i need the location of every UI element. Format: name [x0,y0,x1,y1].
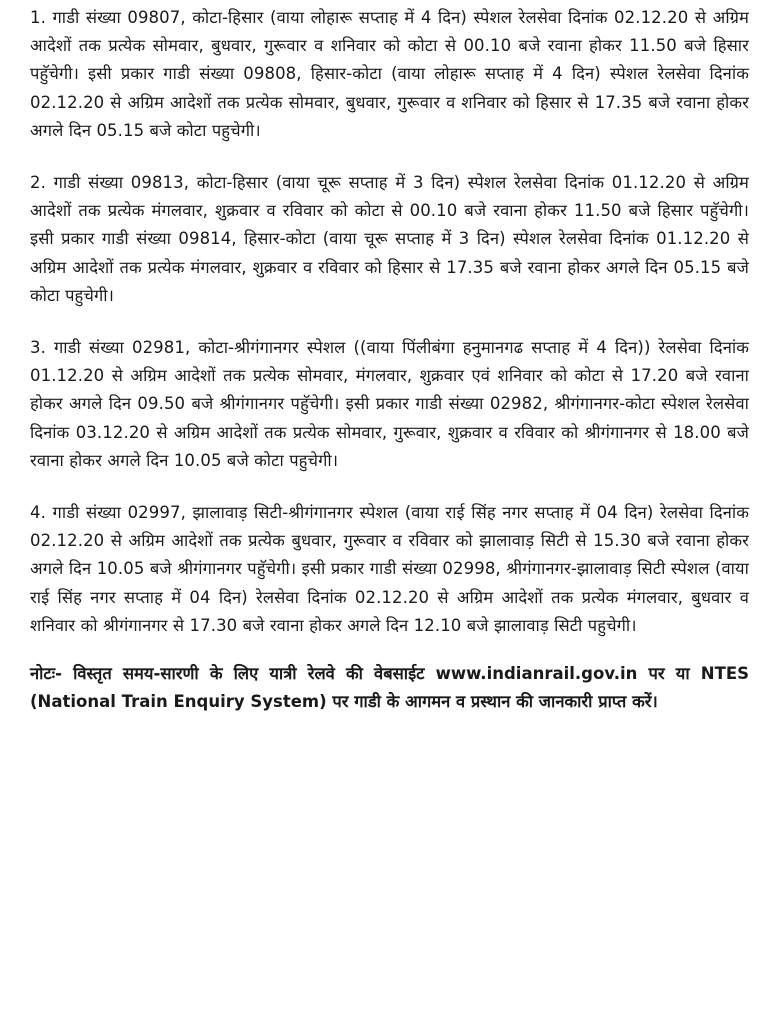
note-paragraph: नोटः- विस्तृत समय-सारणी के लिए यात्री रेलवे की वेबसाईट www.indianrail.gov.in पर या NTES (National Train Enquiry System) पर गाडी के आगमन व प्रस्थान की जानकारी प्राप्त करें। [30,664,749,712]
train-09813-09814-paragraph: 2. गाडी संख्या 09813, कोटा-हिसार (वाया चूरू सप्ताह में 3 दिन) स्पेशल रेलसेवा दिनांक 01.12.20 से अग्रिम आदेशों तक प्रत्येक मंगलवार, शुक्रवार व रविवार को कोटा से 00.10 बजे रवाना होकर 11.50 बजे हिसार पहुॅचेगी। इसी प्रकार गाडी संख्या 09814, हिसार-कोटा (वाया चूरू सप्ताह में 3 दिन) स्पेशल रेलसेवा दिनांक 01.12.20 से अग्रिम आदेशों तक प्रत्येक मंगलवार, शुक्रवार व रविवार को हिसार से 17.35 बजे रवाना होकर अगले दिन 05.15 बजे कोटा पहुचेगी। [30,173,749,305]
train-02997-02998-paragraph: 4. गाडी संख्या 02997, झालावाड़ सिटी-श्रीगंगानगर स्पेशल (वाया राई सिंह नगर सप्ताह में 04 दिन) रेलसेवा दिनांक 02.12.20 से अग्रिम आदेशों तक प्रत्येक बुधवार, गुरूवार व रविवार को झालावाड़ सिटी से 15.30 बजे रवाना होकर अगले दिन 10.05 बजे श्रीगंगानगर पहुॅचेगी। इसी प्रकार गाडी संख्या 02998, श्रीगंगानगर-झालावाड़ सिटी स्पेशल (वाया राई सिंह नगर सप्ताह में 04 दिन) रेलसेवा दिनांक 02.12.20 से अग्रिम आदेशों तक प्रत्येक मंगलवार, बुधवार व शनिवार को श्रीगंगानगर से 17.30 बजे रवाना होकर अगले दिन 12.10 बजे झालावाड़ सिटी पहुचेगी। [30,503,749,635]
train-09807-09808-paragraph: 1. गाडी संख्या 09807, कोटा-हिसार (वाया लोहारू सप्ताह में 4 दिन) स्पेशल रेलसेवा दिनांक 02.12.20 से अग्रिम आदेशों तक प्रत्येक सोमवार, बुधवार, गुरूवार व शनिवार को कोटा से 00.10 बजे रवाना होकर 11.50 बजे हिसार पहुॅचेगी। इसी प्रकार गाडी संख्या 09808, हिसार-कोटा (वाया लोहारू सप्ताह में 4 दिन) स्पेशल रेलसेवा दिनांक 02.12.20 से अग्रिम आदेशों तक प्रत्येक सोमवार, बुधवार, गुरूवार व शनिवार को हिसार से 17.35 बजे रवाना होकर अगले दिन 05.15 बजे कोटा पहुचेगी। [30,8,749,140]
train-02981-02982-paragraph: 3. गाडी संख्या 02981, कोटा-श्रीगंगानगर स्पेशल ((वाया पिंलीबंगा हनुमानगढ सप्ताह में 4 दिन)) रेलसेवा दिनांक 01.12.20 से अग्रिम आदेशों तक प्रत्येक सोमवार, मंगलवार, शुक्रवार एवं शनिवार को कोटा से 17.20 बजे रवाना होकर अगले दिन 09.50 बजे श्रीगंगानगर पहुॅचेगी। इसी प्रकार गाडी संख्या 02982, श्रीगंगानगर-कोटा स्पेशल रेलसेवा दिनांक 03.12.20 से अग्रिम आदेशों तक प्रत्येक सोमवार, गुरूवार, शुक्रवार व रविवार को श्रीगंगानगर से 18.00 बजे रवाना होकर अगले दिन 10.05 बजे कोटा पहुचेगी। [30,338,749,470]
